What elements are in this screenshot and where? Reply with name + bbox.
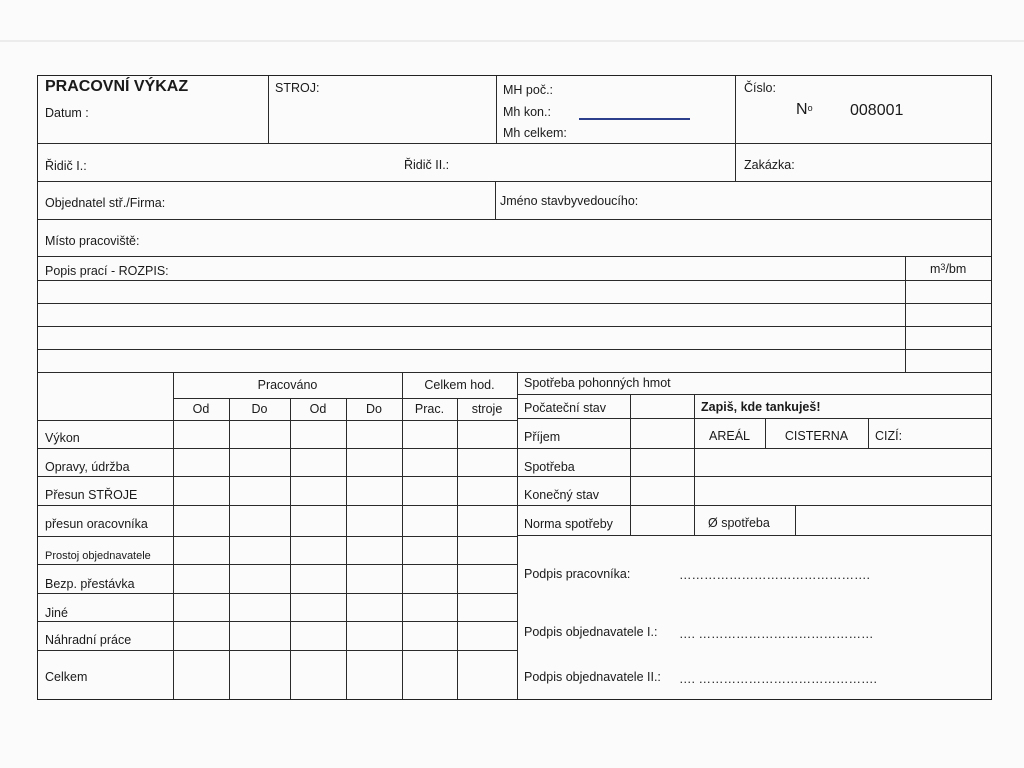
mh-kon-label: Mh kon.: [503, 105, 551, 119]
col-od2: Od [309, 402, 327, 416]
fuel-areal: AREÁL [709, 429, 750, 443]
hours-row-rule-2 [38, 476, 518, 477]
popis-unit-prefix: m [930, 262, 941, 276]
mh-poc-label: MH poč.: [503, 83, 554, 97]
stavbyvedouci-label: Jméno stavbyvedoucího: [500, 194, 639, 208]
fuel-cisterna-sep [868, 418, 869, 448]
row-label-opravy: Opravy, údržba [45, 460, 130, 474]
popis-unit-suffix: /bm [945, 262, 967, 276]
col-do1: Do [251, 402, 268, 416]
rule-header-bottom [38, 143, 991, 144]
hours-col-stroje-sep [457, 398, 458, 699]
row-label-presun-stroje: Přesun STŘOJE [45, 488, 138, 502]
hours-row-rule-7 [38, 621, 518, 622]
row-label-bezp-prestavka: Bezp. přestávka [45, 577, 135, 591]
hours-col-do1-sep [229, 398, 230, 699]
hours-row-rule-6 [38, 593, 518, 594]
sig-objednavatele2-dots: …. ……………………………………. [679, 672, 877, 686]
sig-objednavatele1-dots: …. …………………………………… [679, 627, 874, 641]
fuel-cisterna: CISTERNA [784, 429, 849, 443]
fuel-norma: Norma spotřeby [524, 517, 613, 531]
fuel-cizi: CIZÍ: [875, 429, 903, 443]
row-label-celkem: Celkem [45, 670, 88, 684]
fuel-konecny: Konečný stav [524, 488, 600, 502]
col-stroje: stroje [471, 402, 503, 416]
hours-row-rule-8 [38, 650, 518, 651]
popis-unit [930, 262, 966, 276]
sig-pracovnika-dots: ………………………………………. [679, 568, 870, 582]
popis-label: Popis prací - ROZPIS: [45, 264, 169, 278]
stroj-label: STROJ: [275, 81, 320, 95]
row-label-nahradni: Náhradní práce [45, 633, 132, 647]
fuel-rule-3 [517, 476, 991, 477]
rule-popis-bottom [38, 372, 991, 373]
ridic1-label: Řidič I.: [45, 159, 87, 173]
hours-row-rule-1 [38, 448, 518, 449]
fuel-zapis: Zapiš, kde tankuješ! [701, 400, 821, 414]
fuel-location-sep [694, 394, 695, 535]
row-label-jine: Jiné [45, 606, 68, 620]
fuel-rule-5 [517, 535, 991, 536]
rule-row4-bottom [38, 256, 991, 257]
sep-mh [496, 76, 497, 143]
hours-group-total: Celkem hod. [424, 378, 495, 392]
fuel-pocatecni: Počateční stav [524, 401, 606, 415]
fuel-spotreba: Spotřeba [524, 460, 575, 474]
fuel-rule-4 [517, 505, 991, 506]
number-prefix-sup: o [807, 103, 813, 113]
rule-popis-2 [38, 303, 991, 304]
scan-edge [0, 40, 1024, 42]
datum-label: Datum : [45, 106, 89, 120]
sig-objednavatele2-label: Podpis objednavatele II.: [524, 670, 661, 684]
hours-header-rule [38, 420, 518, 421]
mh-kon-underline [579, 118, 690, 120]
fuel-prumer: Ø spotřeba [708, 516, 770, 530]
rule-row3-bottom [38, 219, 991, 220]
fuel-prumer-sep [795, 505, 796, 535]
fuel-value-sep [630, 394, 631, 535]
row-label-prostoj: Prostoj objednavatele [45, 550, 151, 562]
rule-popis-4 [38, 349, 991, 350]
hours-row-rule-3 [38, 505, 518, 506]
fuel-rule-1 [517, 418, 991, 419]
sep-stavbyvedouci [495, 181, 496, 219]
cislo-label: Číslo: [744, 81, 776, 95]
hours-row-rule-5 [38, 564, 518, 565]
sig-pracovnika-label: Podpis pracovníka: [524, 567, 631, 581]
sep-unit-column [905, 256, 906, 372]
col-od1: Od [192, 402, 210, 416]
mh-celkem-label: Mh celkem: [503, 126, 567, 140]
form-number [796, 103, 813, 117]
fuel-title-rule [517, 394, 991, 395]
sig-objednavatele1-label: Podpis objednavatele I.: [524, 625, 658, 639]
col-do2: Do [366, 402, 382, 416]
hours-group-rule [173, 398, 518, 399]
number-prefix: N [796, 101, 808, 118]
hours-col-do2-sep [346, 398, 347, 699]
number-value: 008001 [850, 102, 904, 119]
objednatel-label: Objednatel stř./Firma: [45, 196, 166, 210]
sep-stroj [268, 76, 269, 143]
hours-col-od2-sep [290, 398, 291, 699]
popis-unit-sup: 3 [940, 262, 946, 272]
form-title: PRACOVNÍ VÝKAZ [45, 78, 189, 95]
work-report-form [37, 75, 992, 700]
fuel-prijem: Příjem [524, 430, 561, 444]
ridic2-label: Řidič II.: [404, 158, 450, 172]
fuel-rule-2 [517, 448, 991, 449]
sep-cislo [735, 76, 736, 181]
misto-label: Místo pracoviště: [45, 234, 140, 248]
hours-row-rule-4 [38, 536, 518, 537]
row-label-vykon: Výkon [45, 431, 80, 445]
row-label-presun-pracovnika: přesun oracovníka [45, 517, 148, 531]
rule-popis-3 [38, 326, 991, 327]
col-prac: Prac. [414, 402, 445, 416]
fuel-title: Spotřeba pohonných hmot [524, 376, 671, 390]
zakazka-label: Zakázka: [744, 158, 795, 172]
hours-group-worked: Pracováno [257, 378, 318, 392]
rule-row2-bottom [38, 181, 991, 182]
rule-popis-1 [38, 280, 991, 281]
